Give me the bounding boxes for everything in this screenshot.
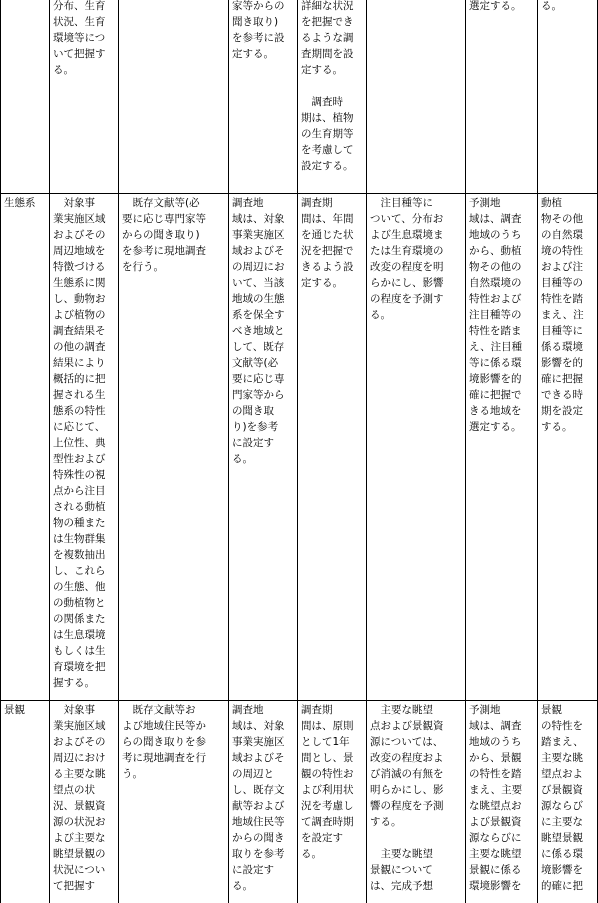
cell-paragraph: 調査地 域は、対象 事業実施区 域およびそ の周辺にお いて、当該 地域の生態 系を保全す べき地域と して、既存 文献等(必 要に応じ専 門家等から の聞き取 り)を参考 に設定す る。 — [232, 197, 285, 465]
survey-period-cell — [298, 0, 367, 194]
table-row — [1, 194, 598, 701]
category-cell — [1, 0, 50, 194]
cell-paragraph: 主要な眺望 景観について は、完成予想 — [370, 848, 433, 892]
prediction-method-cell — [367, 701, 466, 903]
prediction-method-cell — [367, 194, 466, 701]
survey-area-cell — [229, 0, 298, 194]
cell-paragraph: 選定する。 — [469, 0, 522, 12]
table-row — [1, 701, 598, 903]
cell-paragraph: 調査時 期は、植物 の生育期等 を考慮して 設定する。 — [301, 96, 354, 172]
prediction-time-cell — [538, 194, 598, 701]
prediction-area-cell — [466, 701, 538, 903]
category-cell: 生態系 — [1, 194, 50, 701]
cell-paragraph: 調査期 間は、年間 を通じた状 況を把握で きるよう設 定する。 — [301, 197, 354, 289]
cell-paragraph: 主要な眺望 点および景観資 源については、 改変の程度およ び消滅の有無を 明らかにし、影 響の程度を予測 する。 — [370, 704, 444, 828]
prediction-method-cell — [367, 0, 466, 194]
prediction-time-cell — [538, 701, 598, 903]
cell-paragraph: 予測地 域は、調査 地域のうち から、景観 の特性を踏 まえ、主要 な眺望点お よび景観資 源ならびに 主要な眺望 景観に係る 環境影響を — [469, 704, 523, 892]
cell-paragraph: る。 — [541, 0, 562, 12]
cell-paragraph: 景観 の特性を 踏まえ、 主要な眺 望点およ び景観資 源ならび に主要な 眺望景観 に係る環 境影響を 的確に把 — [541, 704, 584, 892]
table-row — [1, 0, 598, 194]
cell-paragraph: 注目種等に ついて、分布お よび生息環境ま たは生育環境の 改変の程度を明 らかにし、影響 の程度を予測す る。 — [370, 197, 444, 321]
cell-paragraph: 詳細な状況 を把握でき るような調 査期間を設 定する。 — [301, 0, 354, 76]
survey-area-cell — [229, 194, 298, 701]
cell-paragraph: 対象事 業実施区域 およびその 周辺におけ る主要な眺 望点の状 況、景観資 源の状況お よび主要な 眺望景観の 状況につい て把握す — [53, 704, 106, 892]
survey-period-cell — [298, 194, 367, 701]
survey-period-cell — [298, 701, 367, 903]
cell-paragraph: 予測地 域は、調査 地域のうち から、動植 物その他の 自然環境の 特性および 注目種等の 特性を踏ま え、注目種 等に係る環 境影響を的 確に把握で きる地域を 選定する。 — [469, 197, 523, 433]
prediction-time-cell — [538, 0, 598, 194]
survey-method-cell — [119, 701, 229, 903]
cell-paragraph: 対象事 業実施区域 およびその 周辺地域を 特徴づける 生態系に関 し、動物お よび植物の 調査結果そ の他の調査 結果により 概括的に把 握される生 態系の特性 に応じて、 上位性、典 型性および 特殊性の視 点から注目 される動植 物の種また は生物群集 を複数抽出 し、これら の生態、他 の動植物と の関係また は生息環境 もしくは生 育環境を把 握する。 — [53, 197, 106, 689]
prediction-area-cell — [466, 194, 538, 701]
survey-item-cell — [50, 0, 119, 194]
cell-paragraph: 既存文献等(必 要に応じ専門家等 からの聞き取り) を参考に現地調査 を行う。 — [122, 197, 206, 273]
cell-paragraph: 動植 物その他 の自然環 境の特性 および注 目種等の 特性を踏 まえ、注 目種等に 係る環境 影響を的 確に把握 できる時 期を設定 する。 — [541, 197, 584, 433]
survey-item-cell — [50, 701, 119, 903]
cell-paragraph: 調査地 域は、対象 事業実施区 域およびそ の周辺と し、既存文 献等および 地域住民等 からの聞き 取りを参考 に設定す る。 — [232, 704, 285, 892]
survey-area-cell — [229, 701, 298, 903]
survey-method-cell — [119, 0, 229, 194]
cell-paragraph: 既存文献等お よび地域住民等か らの聞き取りを参 考に現地調査を行 う。 — [122, 704, 206, 780]
cell-paragraph: 調査期 間は、原則 として1年 間とし、景 観の特性お よび利用状 況を考慮し て調査時期 を設定す る。 — [301, 704, 354, 860]
cell-paragraph: 分布、生育 状況、生育 環境等につ いて把握す る。 — [53, 0, 106, 76]
prediction-area-cell — [466, 0, 538, 194]
cell-paragraph: 家等からの 聞き取り) を参考に設 定する。 — [232, 0, 285, 60]
survey-method-cell — [119, 194, 229, 701]
category-cell: 景観 — [1, 701, 50, 903]
survey-item-cell — [50, 194, 119, 701]
